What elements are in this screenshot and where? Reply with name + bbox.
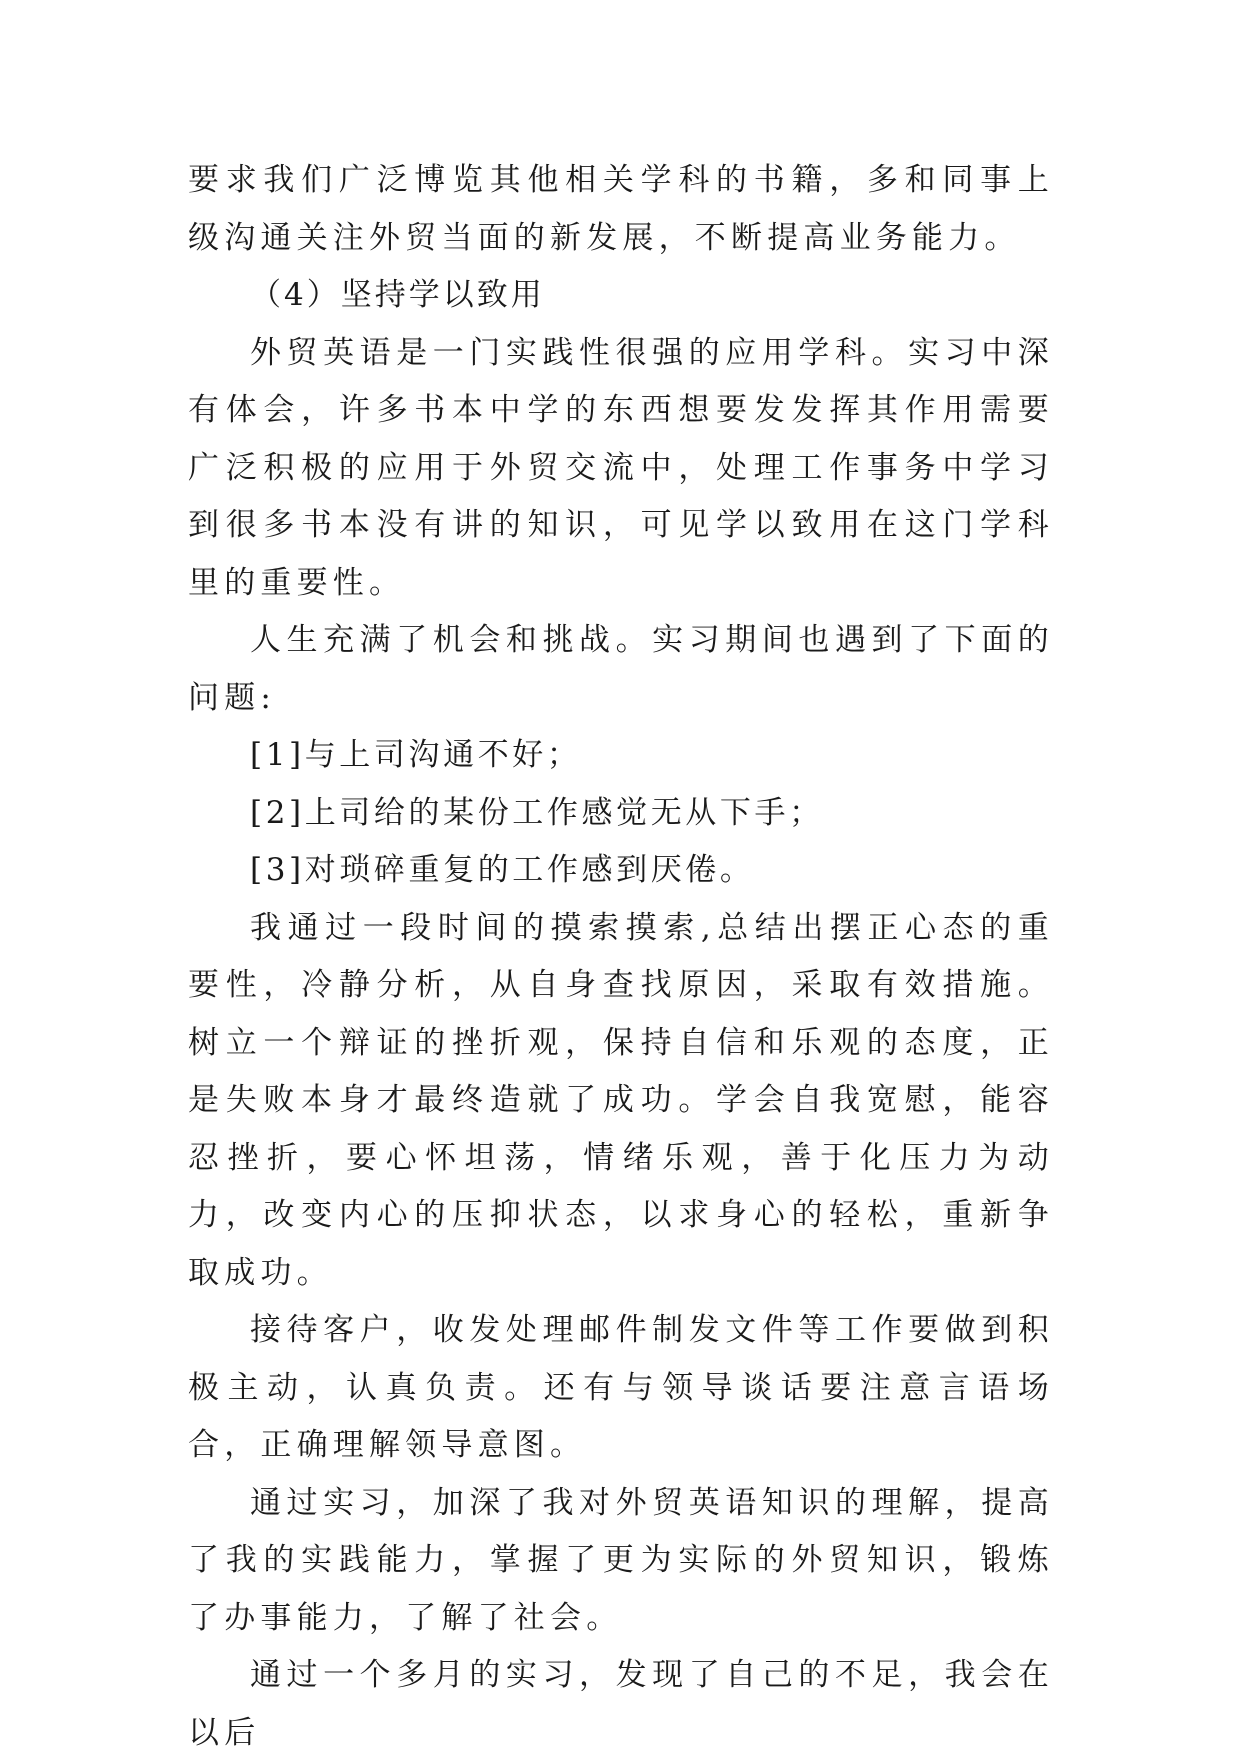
list-item: [3]对琐碎重复的工作感到厌倦。 — [250, 852, 755, 888]
paragraph-continuation: 要求我们广泛博览其他相关学科的书籍，多和同事上级沟通关注外贸当面的新发展，不断提高业务能力。 — [188, 162, 1054, 256]
paragraph: 通过实习，加深了我对外贸英语知识的理解，提高了我的实践能力，掌握了更为实际的外贸知识，锻炼了办事能力，了解了社会。 — [188, 1484, 1054, 1636]
section-heading: （4）坚持学以致用 — [250, 277, 545, 313]
document-body — [188, 152, 1054, 1762]
list-item: [2]上司给的某份工作感觉无从下手； — [250, 794, 824, 831]
paragraph: 通过一个多月的实习，发现了自己的不足，我会在以后 — [188, 1657, 1054, 1751]
paragraph: 外贸英语是一门实践性很强的应用学科。实习中深有体会，许多书本中学的东西想要发发挥其作用需要广泛积极的应用于外贸交流中，处理工作事务中学习到很多书本没有讲的知识，可见学以致用在这门学科里的重要性。 — [188, 334, 1054, 601]
paragraph: 我通过一段时间的摸索摸索,总结出摆正心态的重要性，冷静分析，从自身查找原因，采取有效措施。树立一个辩证的挫折观，保持自信和乐观的态度，正是失败本身才最终造就了成功。学会自我宽慰，能容忍挫折，要心怀坦荡，情绪乐观，善于化压力为动力，改变内心的压抑状态，以求身心的轻松，重新争取成功。 — [188, 909, 1054, 1291]
paragraph: 人生充满了机会和挑战。实习期间也遇到了下面的问题: — [188, 622, 1054, 716]
paragraph: 接待客户，收发处理邮件制发文件等工作要做到积极主动，认真负责。还有与领导谈话要注意言语场合，正确理解领导意图。 — [188, 1312, 1054, 1463]
list-item: [1]与上司沟通不好； — [250, 737, 582, 773]
